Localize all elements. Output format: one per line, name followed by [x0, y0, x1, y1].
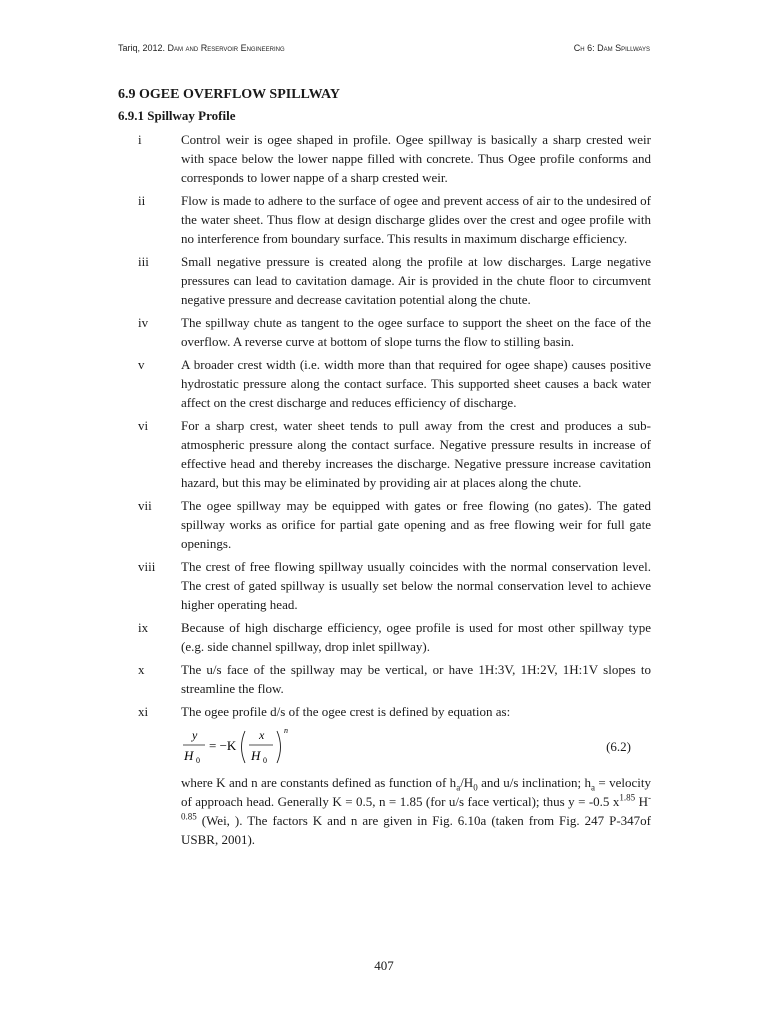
- equation: [181, 725, 341, 769]
- explanation-text: = velocity of approach head. Generally K = 0.5, n = 1.85 (for u/s face vertical); thus y = -0.5 x: [181, 775, 651, 809]
- list-item: [118, 191, 651, 248]
- item-number: i: [138, 132, 142, 147]
- item-text: Because of high discharge efficiency, ogee profile is used for most other spillway type (e.g. side channel spillway, drop inlet spillway).: [181, 620, 651, 654]
- list-item: [118, 660, 651, 698]
- list-item: [118, 313, 651, 351]
- explanation-sub: 0: [473, 782, 478, 793]
- equation-number: (6.2): [606, 739, 631, 754]
- item-number: ii: [138, 193, 146, 208]
- item-list: [118, 130, 651, 721]
- eq-H2: H: [251, 748, 261, 763]
- item-text: Small negative pressure is created along the profile at low discharges. Large negative pressures can lead to cavitation damage. Air is provided in the chute floor to circumvent negative pressure and decrease cavitation potential along the chute.: [181, 254, 651, 307]
- list-item: [118, 416, 651, 492]
- eq-H-sub: 0: [196, 756, 200, 765]
- list-item: [118, 618, 651, 656]
- explanation-sub: a: [456, 782, 461, 793]
- list-item: [118, 496, 651, 553]
- explanation-sup: 1.85: [619, 792, 636, 803]
- eq-left-paren: [242, 731, 246, 763]
- explanation-text: and u/s inclination; h: [477, 775, 591, 790]
- subsection-title: 6.9.1 Spillway Profile: [118, 108, 236, 123]
- explanation-text: H: [635, 794, 649, 809]
- item-number: vii: [138, 498, 152, 513]
- eq-equals-k: = −K: [209, 738, 237, 753]
- eq-right-paren: [277, 731, 281, 763]
- explanation-sup: -0.85: [181, 792, 652, 822]
- explanation-text: where K and n are constants defined as function of h: [181, 775, 457, 790]
- header-book-title: Dam and Reservoir Engineering: [167, 43, 285, 53]
- list-item: [118, 557, 651, 614]
- item-number: iii: [138, 254, 149, 269]
- eq-exponent-n: n: [284, 726, 288, 735]
- list-item: [118, 355, 651, 412]
- item-number: v: [138, 357, 145, 372]
- item-text: The spillway chute as tangent to the ogee surface to support the sheet on the face of the overflow. A reverse curve at bottom of slope turns the flow to stilling basin.: [181, 315, 651, 349]
- equation-explanation: [181, 773, 651, 849]
- item-number: iv: [138, 315, 149, 330]
- eq-H: H: [184, 748, 194, 763]
- list-item: [118, 702, 651, 721]
- item-number: ix: [138, 620, 149, 635]
- item-text: For a sharp crest, water sheet tends to pull away from the crest and produces a sub-atmospheric pressure along the contact surface. Negative pressure results in increase of effective head and thereby increases the discharge. Negative pressure increase cavitation hazard, but this may be eliminated by providing air at places along the chute.: [181, 418, 651, 490]
- page-number: 407: [374, 958, 394, 973]
- explanation-text: (Wei, ). The factors K and n are given in Fig. 6.10a (taken from Fig. 247 P-347of USBR, 2001).: [181, 813, 651, 847]
- equation-figure: [181, 725, 341, 769]
- eq-x: x: [259, 728, 265, 742]
- item-text: The crest of free flowing spillway usually coincides with the normal conservation level. The crest of gated spillway is usually set below the normal conservation level to achieve higher operating head.: [181, 559, 651, 612]
- eq-H2-sub: 0: [263, 756, 267, 765]
- item-number: vi: [138, 418, 149, 433]
- list-item: [118, 252, 651, 309]
- item-text: The ogee spillway may be equipped with gates or free flowing (no gates). The gated spillway works as orifice for partial gate opening and as free flowing weir for full gate openings.: [181, 498, 651, 551]
- item-number: x: [138, 662, 145, 677]
- item-text: A broader crest width (i.e. width more than that required for ogee shape) causes positive hydrostatic pressure along the contact surface. This supported sheet causes a back water affect on the crest discharge and reduces efficiency of discharge.: [181, 357, 651, 410]
- section-title: 6.9 OGEE OVERFLOW SPILLWAY: [118, 87, 340, 102]
- header-left: [118, 43, 285, 53]
- item-number: viii: [138, 559, 156, 574]
- explanation-text: /H: [460, 775, 474, 790]
- item-text: Flow is made to adhere to the surface of ogee and prevent access of air to the undesired of the water sheet. Thus flow at design discharge glides over the crest and ogee profile with no interference from boundary surface. This results in maximum discharge efficiency.: [181, 193, 651, 246]
- page-content: [118, 86, 651, 849]
- equation-row: [181, 725, 651, 769]
- header-chapter: Ch 6: Dam Spillways: [573, 43, 650, 53]
- explanation-sub: a: [590, 782, 595, 793]
- item-text: Control weir is ogee shaped in profile. Ogee spillway is basically a sharp crested weir with space below the lower nappe filled with concrete. Thus Ogee profile conforms and corresponds to lower nappe of a sharp crested weir.: [181, 132, 651, 185]
- item-number: xi: [138, 704, 149, 719]
- list-item: [118, 130, 651, 187]
- item-text: The u/s face of the spillway may be vertical, or have 1H:3V, 1H:2V, 1H:1V slopes to streamline the flow.: [181, 662, 651, 696]
- item-text: The ogee profile d/s of the ogee crest is defined by equation as:: [181, 704, 511, 719]
- header-author-year: Tariq, 2012.: [118, 43, 168, 53]
- eq-y: y: [192, 728, 198, 742]
- page-header: [118, 43, 650, 53]
